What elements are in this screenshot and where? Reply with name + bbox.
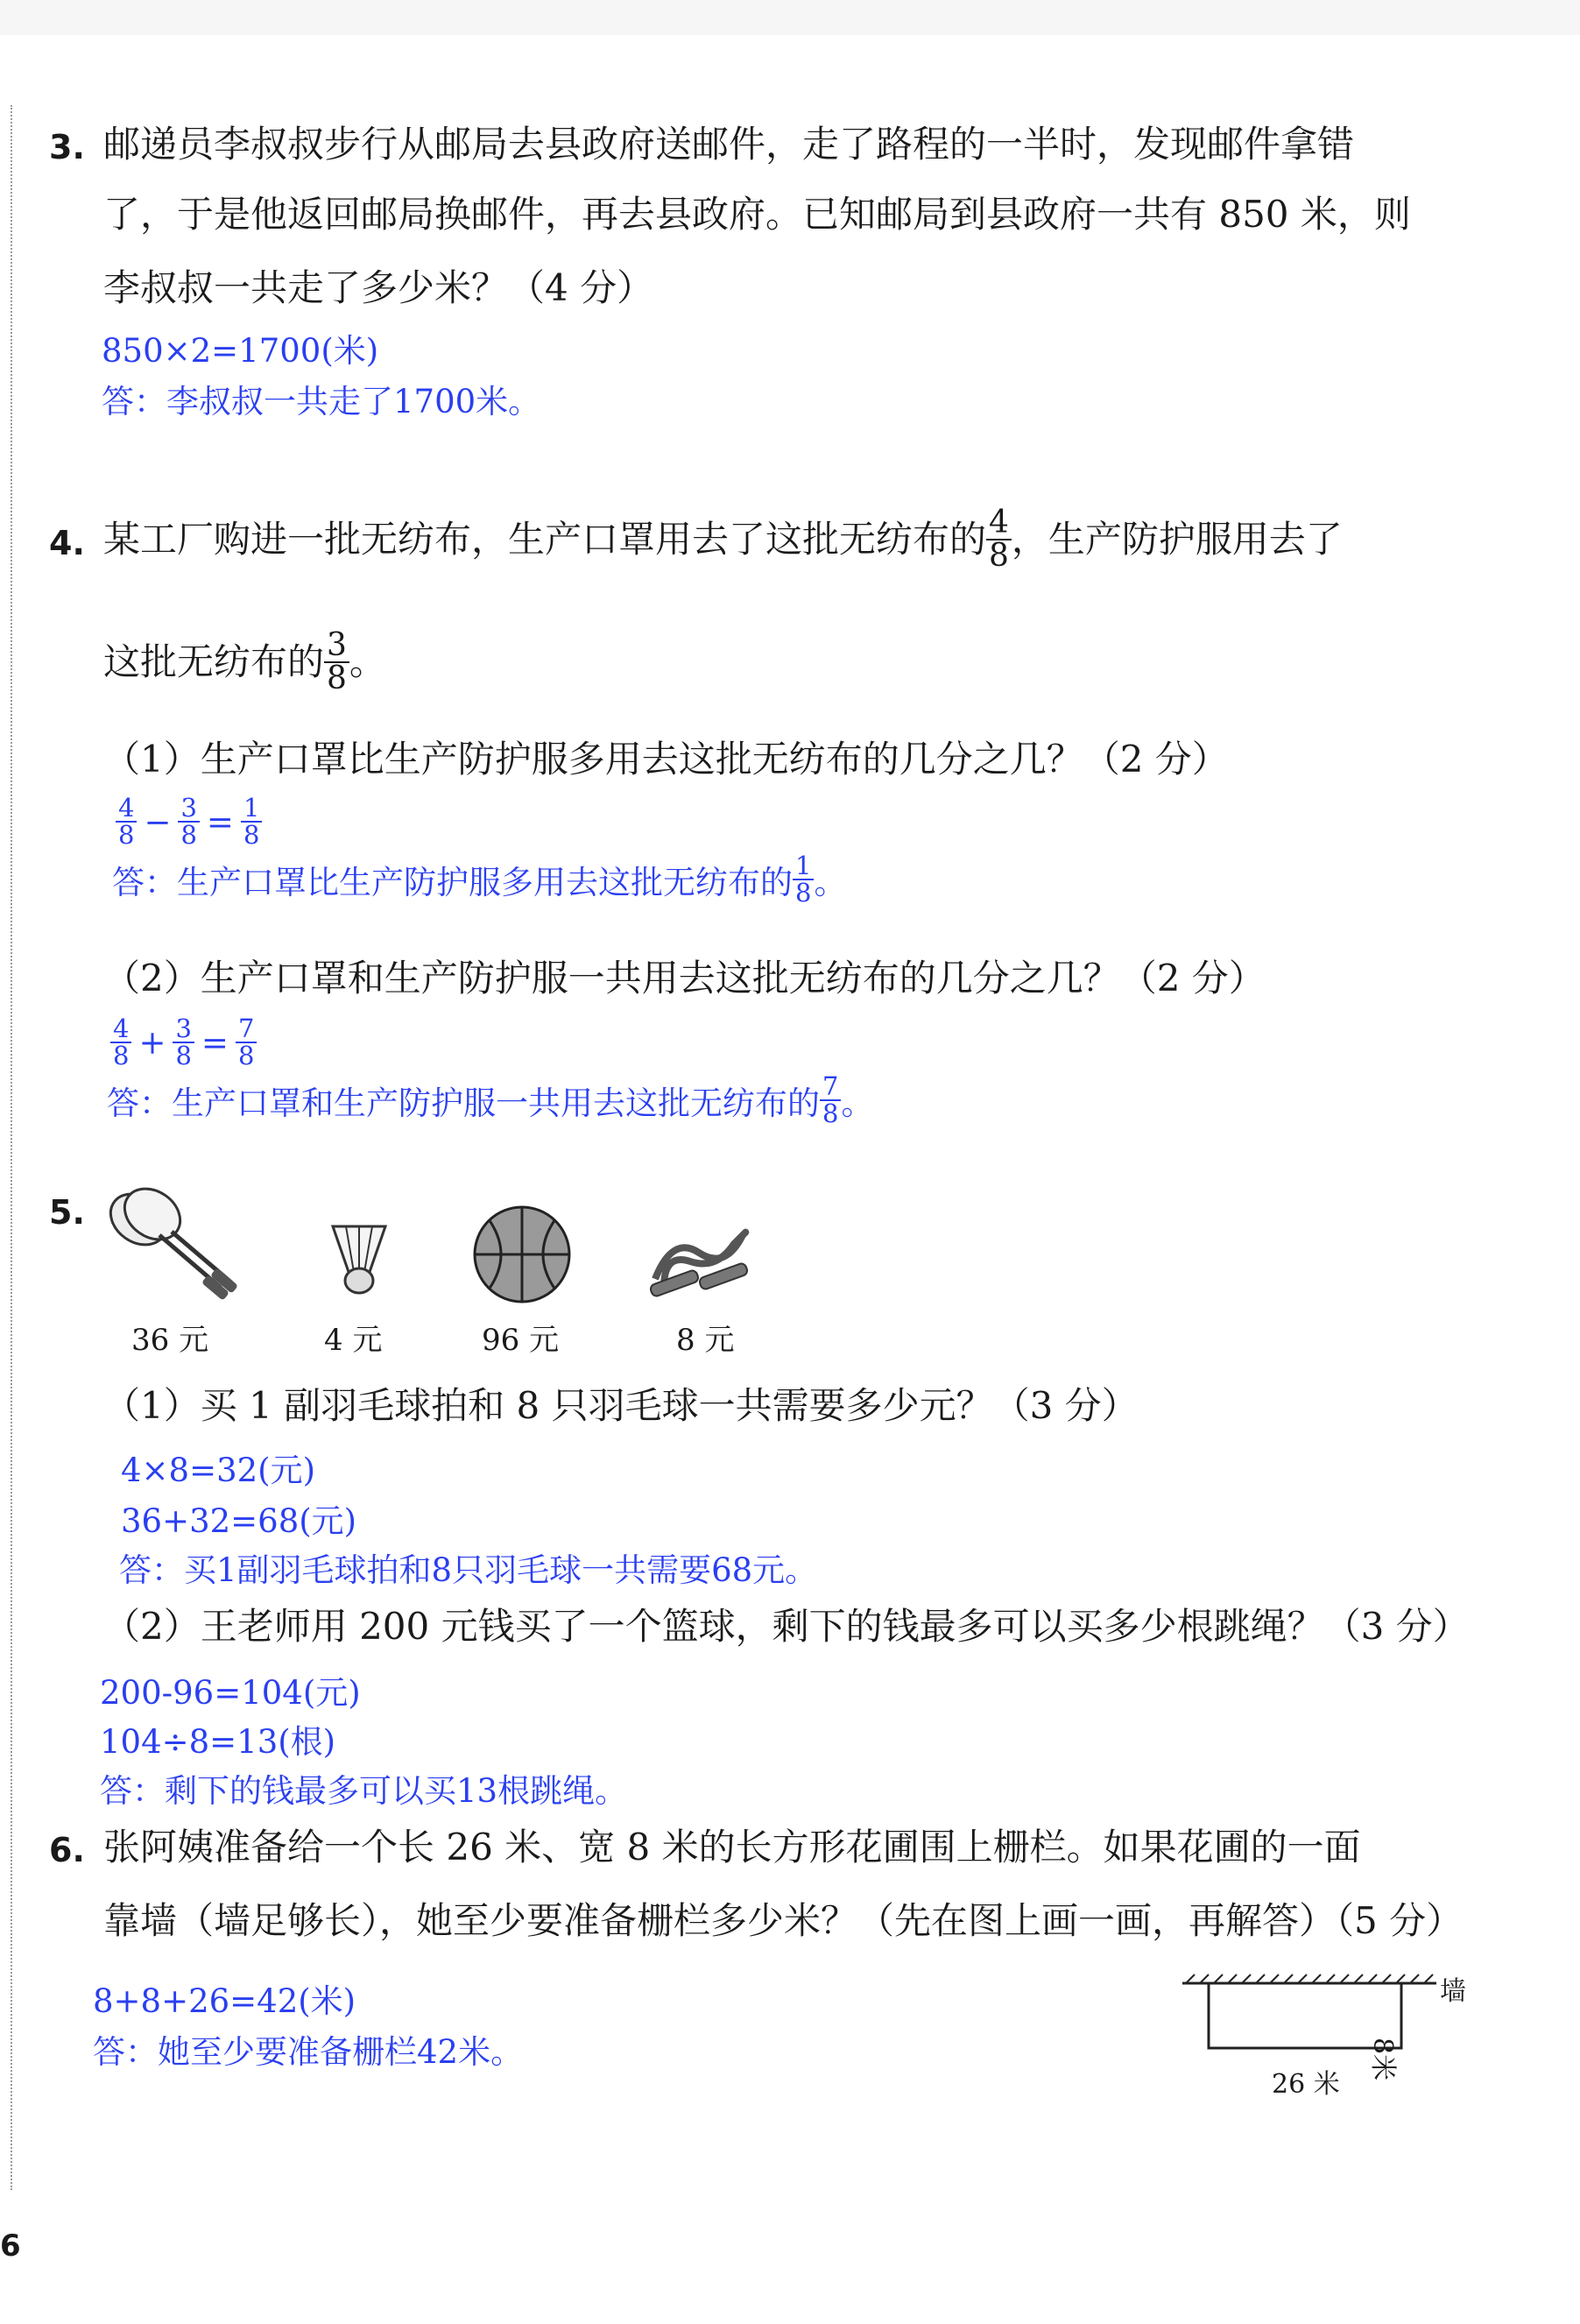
answer-equation [116,792,262,851]
sub-question: （2）王老师用 200 元钱买了一个篮球，剩下的钱最多可以买多少根跳绳？（3 分） [103,1605,1470,1648]
price-label: 36 元 [131,1323,209,1358]
answer-statement: 答：买1副羽毛球拍和8只羽毛球一共需要68元。 [119,1551,818,1589]
answer-equation [110,1013,257,1072]
answer-equation: 4×8=32(元) [121,1452,316,1489]
badminton-racket-icon [98,1184,247,1307]
sub-question: （1）生产口罩比生产防护服多用去这批无纺布的几分之几？（2 分） [103,738,1229,781]
fraction: $\frac{7}{8}$ [236,1016,257,1069]
question-number: 6. [49,1831,85,1869]
answer-equation: 850×2=1700(米) [102,332,379,370]
length-label: 26 米 [1272,2069,1340,2100]
fraction: $\frac{3}{8}$ [324,630,349,695]
fraction: $\frac{3}{8}$ [178,795,199,848]
answer-statement: 答：剩下的钱最多可以买13根跳绳。 [100,1772,628,1810]
page-top-band [0,0,1580,35]
question-text-line: 李叔叔一共走了多少米？（4 分） [103,266,654,309]
answer-equation: 36+32=68(元) [121,1502,357,1540]
question-text-line: 邮递员李叔叔步行从邮局去县政府送邮件，走了路程的一半时，发现邮件拿错 [103,123,1355,166]
wall-label: 墙 [1440,1976,1466,2007]
price-label: 4 元 [324,1323,383,1358]
price-label: 96 元 [482,1323,560,1358]
answer-equation: 104÷8=13(根) [100,1723,336,1761]
answer-statement: 答：李叔叔一共走了1700米。 [102,383,541,420]
question-text-line: 靠墙（墙足够长），她至少要准备栅栏多少米？（先在图上画一画，再解答）（5 分） [103,1899,1464,1942]
fraction: $\frac{1}{8}$ [793,853,814,906]
width-label: 8米 [1367,2038,1398,2081]
question-text-line [103,618,386,706]
question-text: 某工厂购进一批无纺布，生产口罩用去了这批无纺布的 [103,518,987,561]
fraction: $\frac{4}{8}$ [986,507,1012,572]
equals-sign: = [201,1023,229,1062]
fraction: $\frac{3}{8}$ [173,1016,194,1069]
question-number: 4. [49,524,85,562]
question-text: 这批无纺布的 [103,640,325,683]
answer-statement: 答：她至少要准备栅栏42米。 [93,2033,524,2071]
plus-sign: + [138,1023,166,1062]
price-label: 8 元 [676,1323,735,1358]
answer-equation: 200-96=104(元) [100,1674,361,1712]
answer-equation: 8+8+26=42(米) [93,1982,356,2020]
basketball-icon [471,1204,573,1305]
question-text-line: 了，于是他返回邮局换邮件，再去县政府。已知邮局到县政府一共有 850 米，则 [103,193,1411,236]
question-text: 。 [349,640,386,683]
page-number: 6 [0,2229,21,2264]
question-number: 3. [49,128,85,166]
jump-rope-icon [638,1218,760,1305]
shuttlecock-icon [315,1218,403,1305]
answer-statement: 答：生产口罩比生产防护服多用去这批无纺布的 $\frac{1}{8}$ 。 [112,851,847,908]
fraction: $\frac{1}{8}$ [241,795,262,848]
question-text-line [103,496,1343,583]
sub-question: （1）买 1 副羽毛球拍和 8 只羽毛球一共需要多少元？（3 分） [103,1384,1139,1427]
binding-margin-line [11,105,12,2190]
answer-statement: 答：生产口罩和生产防护服一共用去这批无纺布的 $\frac{7}{8}$ 。 [107,1071,874,1128]
equals-sign: = [206,802,234,841]
question-text-line: 张阿姨准备给一个长 26 米、宽 8 米的长方形花圃围上栅栏。如果花圃的一面 [103,1826,1361,1868]
fraction: $\frac{4}{8}$ [110,1016,131,1069]
fraction: $\frac{4}{8}$ [116,795,137,848]
question-number: 5. [49,1193,85,1232]
sub-question: （2）生产口罩和生产防护服一共用去这批无纺布的几分之几？（2 分） [103,957,1266,1000]
fraction: $\frac{7}{8}$ [820,1074,841,1127]
question-text: ，生产防护服用去了 [1011,518,1343,561]
minus-sign: − [144,802,172,841]
